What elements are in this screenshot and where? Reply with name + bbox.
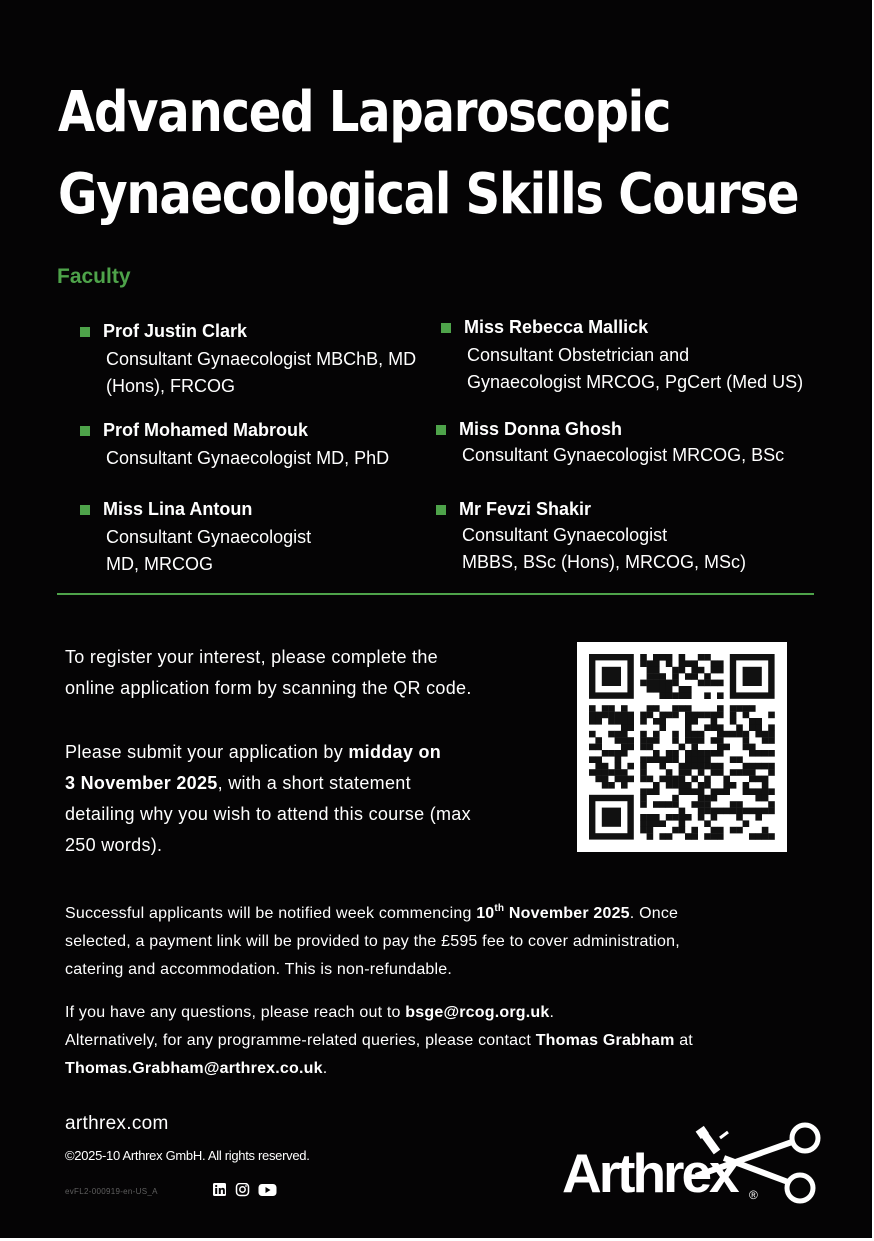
date-ordinal: th	[494, 902, 505, 914]
bullet-square-icon	[436, 505, 446, 515]
submit-text	[65, 737, 471, 861]
questions-text	[65, 999, 693, 1083]
credentials-line: (Hons), FRCOG	[106, 376, 236, 396]
text-line: detailing why you wish to attend this course (max	[65, 804, 471, 824]
title-line-1: Advanced Laparoscopic	[58, 80, 671, 145]
notification-date	[476, 902, 630, 922]
faculty-name: Prof Mohamed Mabrouk	[103, 420, 309, 440]
bullet-square-icon	[80, 426, 90, 436]
text-line: selected, a payment link will be provided to pay the £595 fee to cover administration,	[65, 933, 680, 950]
faculty-credentials	[462, 442, 784, 469]
text-run: Successful applicants will be notified week commencing	[65, 905, 477, 922]
register-text	[65, 642, 472, 704]
faculty-credentials	[106, 445, 389, 472]
bullet-square-icon	[436, 425, 446, 435]
deadline-date: 3 November 2025	[65, 773, 218, 793]
faculty-name: Prof Justin Clark	[103, 321, 248, 341]
deadline-text: midday on	[348, 742, 442, 762]
date-number: 10	[476, 905, 495, 922]
text-line	[65, 1055, 693, 1083]
text-line	[65, 999, 693, 1027]
credentials-line: Gynaecologist MRCOG, PgCert (Med US)	[467, 372, 804, 392]
arthrex-logo	[556, 1118, 826, 1208]
text-line: catering and accommodation. This is non-refundable.	[65, 961, 453, 978]
faculty-credentials	[106, 524, 311, 578]
section-divider	[57, 593, 814, 595]
faculty-name: Miss Donna Ghosh	[459, 419, 623, 439]
text-run: .	[322, 1060, 328, 1077]
qr-code-pattern	[577, 642, 787, 852]
credentials-line: Consultant Gynaecologist MBChB, MD	[106, 349, 417, 369]
faculty-credentials	[462, 522, 746, 576]
text-line	[65, 768, 471, 799]
email-link-arthrex[interactable]: Thomas.Grabham@arthrex.co.uk	[65, 1060, 323, 1077]
text-line	[65, 1027, 693, 1055]
faculty-credentials	[106, 346, 416, 400]
brand-wordmark: Arthrex	[562, 1142, 737, 1204]
text-run: at	[674, 1032, 693, 1049]
credentials-line: Consultant Obstetrician and	[467, 345, 690, 365]
bullet-square-icon	[441, 323, 451, 333]
bullet-square-icon	[80, 505, 90, 515]
contact-name: Thomas Grabham	[535, 1032, 675, 1049]
text-run: If you have any questions, please reach out to	[65, 1004, 406, 1021]
credentials-line: Consultant Gynaecologist MRCOG, BSc	[462, 445, 785, 465]
text-run: , with a short statement	[217, 773, 411, 793]
text-line	[65, 900, 680, 928]
youtube-icon[interactable]	[258, 1183, 277, 1197]
qr-code[interactable]	[577, 642, 787, 852]
linkedin-icon[interactable]	[212, 1183, 228, 1197]
instagram-icon[interactable]	[235, 1183, 251, 1197]
text-run: Please submit your application by	[65, 742, 349, 762]
text-line	[65, 737, 471, 768]
faculty-name: Miss Lina Antoun	[103, 499, 253, 519]
credentials-line: MD, MRCOG	[106, 554, 213, 574]
faculty-credentials	[467, 342, 803, 396]
document-code: evFL2-000919-en-US_A	[65, 1187, 158, 1196]
registered-mark: ®	[749, 1188, 758, 1202]
website-link[interactable]: arthrex.com	[65, 1113, 169, 1134]
text-run: Alternatively, for any programme-related queries, please contact	[65, 1032, 536, 1049]
text-line: To register your interest, please complete the	[65, 647, 438, 667]
text-line: 250 words).	[65, 835, 163, 855]
faculty-heading: Faculty	[57, 265, 131, 288]
text-line: online application form by scanning the QR code.	[65, 678, 472, 698]
credentials-line: Consultant Gynaecologist MD, PhD	[106, 448, 390, 468]
credentials-line: Consultant Gynaecologist	[462, 525, 668, 545]
email-link-bsge[interactable]: bsge@rcog.org.uk	[405, 1004, 550, 1021]
credentials-line: Consultant Gynaecologist	[106, 527, 312, 547]
text-run: . Once	[629, 905, 679, 922]
notification-text	[65, 900, 680, 984]
credentials-line: MBBS, BSc (Hons), MRCOG, MSc)	[462, 552, 747, 572]
page-title	[58, 72, 799, 236]
faculty-name: Miss Rebecca Mallick	[464, 317, 649, 337]
title-line-2: Gynaecological Skills Course	[58, 162, 799, 227]
faculty-name: Mr Fevzi Shakir	[459, 499, 592, 519]
text-run: .	[549, 1004, 555, 1021]
bullet-square-icon	[80, 327, 90, 337]
copyright-text: ©2025-10 Arthrex GmbH. All rights reserved.	[65, 1148, 310, 1163]
date-rest: November 2025	[504, 905, 630, 922]
